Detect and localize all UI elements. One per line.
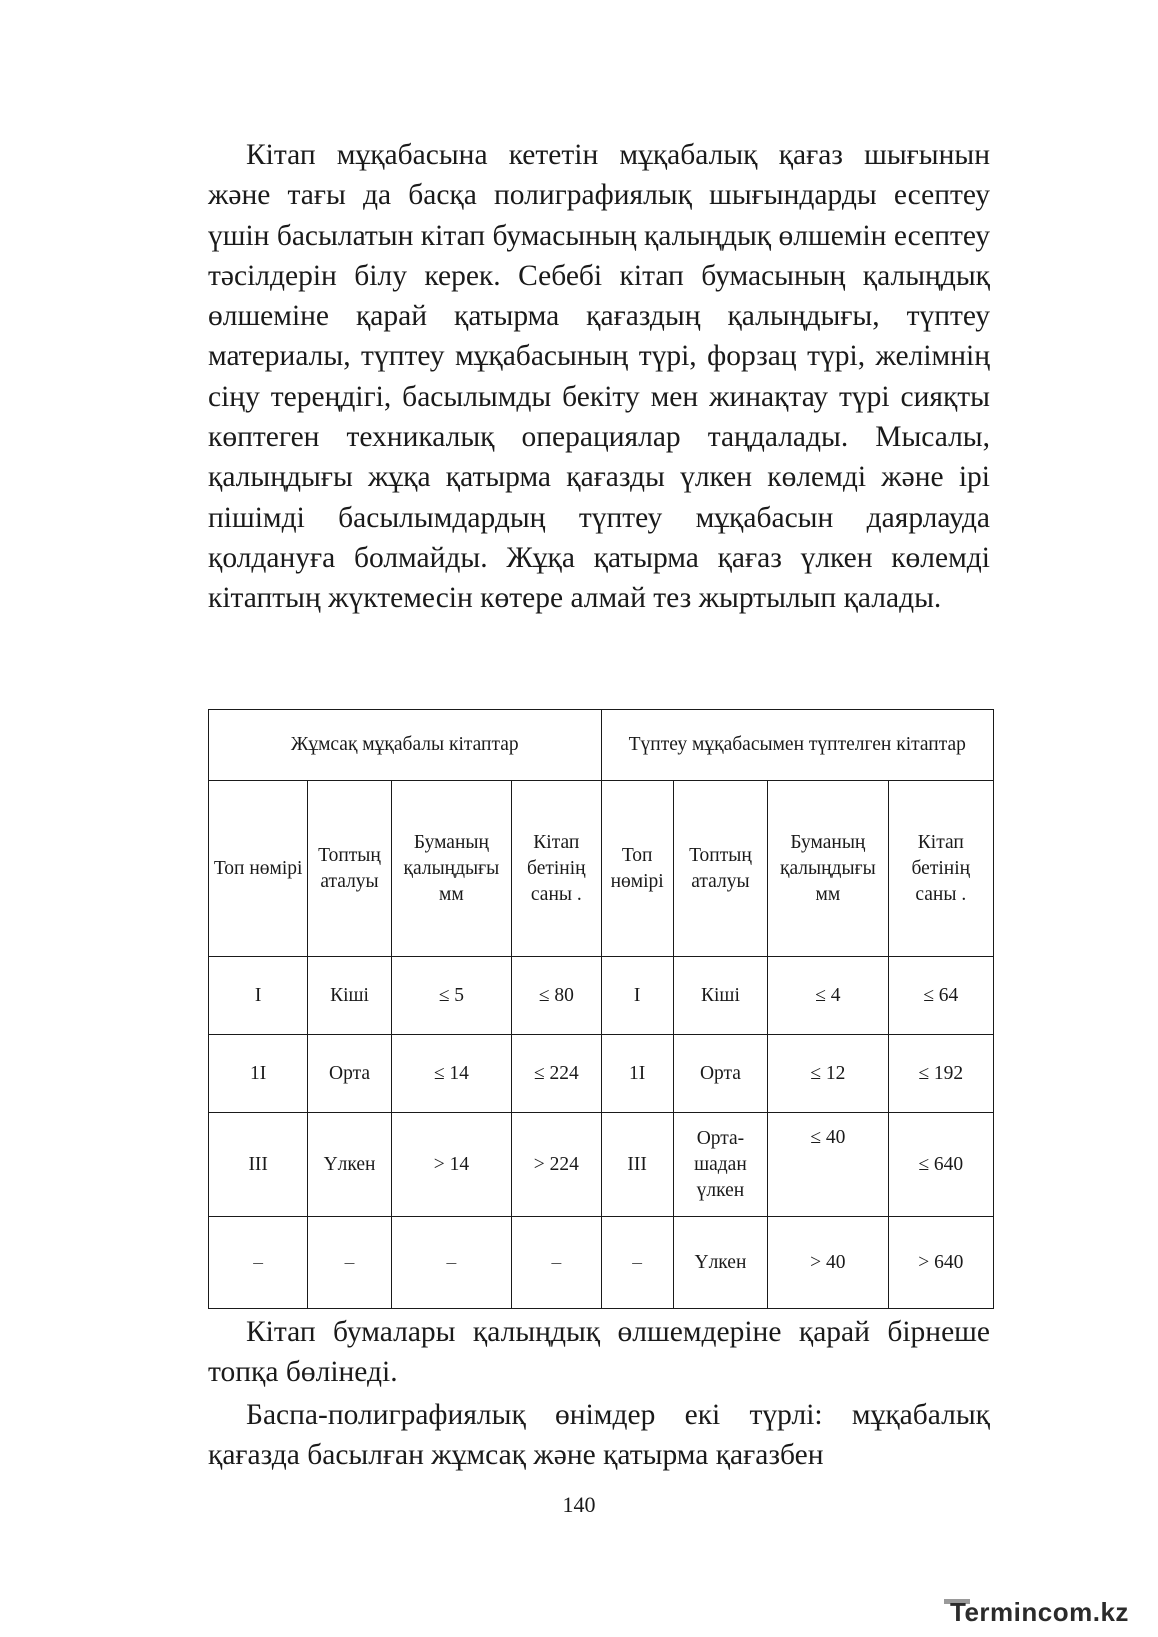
table-cell: > 14 [391, 1113, 511, 1217]
table-row [209, 1217, 994, 1309]
table-cell: ≤ 192 [888, 1035, 993, 1113]
column-header-group-name: Топтың аталуы [308, 781, 391, 957]
column-header-group-name: Топтың аталуы [673, 781, 767, 957]
table-row [209, 1113, 994, 1217]
column-header-group-number: Топ нөмірі [601, 781, 673, 957]
table-cell: I [209, 957, 308, 1035]
table-cell: ≤ 640 [888, 1113, 993, 1217]
page-number: 140 [562, 1492, 596, 1517]
paragraph-book-cover-thickness: Кітап мұқабасына кететін мұқабалық қағаз шығынын және тағы да басқа полиграфиялық шығындарды есептеу үшін басылатын кітап бумасының қалыңдық өлшемін есептеу тәсілдерін білу керек. Себебі кітап бумасының қалыңдық өлшеміне қарай қатырма қағаздың қалыңдығы, түптеу материалы, түптеу мұқабасының түрі, форзац түрі, желімнің сіңу тереңдігі, басылымды бекіту мен жинақтау түрі сияқты көптеген техникалық операциялар таңдалады. Мысалы, қалыңдығы жұқа қатырма қағазды үлкен көлемді және ірі пішімді басылымдардың түптеу мұқабасын даярлауда қолдануға болмайды. Жұқа қатырма қағаз үлкен көлемді кітаптың жүктемесін көтере алмай тез жыртылып қалады. [208, 139, 990, 615]
watermark-logo [944, 1597, 1148, 1631]
table-cell: – [512, 1217, 601, 1309]
column-header-page-count: Кітап бетінің саны . [888, 781, 993, 957]
table-cell: III [601, 1113, 673, 1217]
table-cell: Кіші [308, 957, 391, 1035]
table-cell: Үлкен [308, 1113, 391, 1217]
table-cell: ≤ 14 [391, 1035, 511, 1113]
column-header-page-count: Кітап бетінің саны . [512, 781, 601, 957]
column-header-block-thickness: Буманың қалыңдығы мм [768, 781, 888, 957]
table-cell: – [391, 1217, 511, 1309]
table-cell: 1I [209, 1035, 308, 1113]
table-cell: ≤ 64 [888, 957, 993, 1035]
table-row [209, 1035, 994, 1113]
column-header-block-thickness: Буманың қалыңдығы мм [391, 781, 511, 957]
table-cell: ≤ 5 [391, 957, 511, 1035]
watermark-text: Termincom.kz [950, 1597, 1129, 1627]
table-row [209, 957, 994, 1035]
table-column-header-row [209, 781, 994, 957]
table-group-header-row [209, 710, 994, 781]
group-header-hard-cover: Түптеу мұқабасымен түптелген кітаптар [601, 710, 994, 781]
table-cell: Орта [673, 1035, 767, 1113]
table-cell: > 640 [888, 1217, 993, 1309]
table-cell: – [308, 1217, 391, 1309]
paragraph-print-products: Баспа-полиграфиялық өнімдер екі түрлі: мұқабалық қағазда басылған жұмсақ және қатырма қағазбен [208, 1399, 990, 1472]
book-block-thickness-table [208, 709, 994, 1309]
table-cell: ≤ 80 [512, 957, 601, 1035]
table-cell: > 40 [768, 1217, 888, 1309]
table-cell: – [601, 1217, 673, 1309]
table-cell: Орта [308, 1035, 391, 1113]
paragraph-groups: Кітап бумалары қалыңдық өлшемдеріне қарай бірнеше топқа бөлінеді. [208, 1316, 990, 1389]
group-header-soft-cover: Жұмсақ мұқабалы кітаптар [209, 710, 602, 781]
table-cell: ≤ 224 [512, 1035, 601, 1113]
table-cell: ≤ 12 [768, 1035, 888, 1113]
table-cell: ≤ 40 [768, 1113, 888, 1217]
table-cell: – [209, 1217, 308, 1309]
table-cell: ≤ 4 [768, 957, 888, 1035]
table-cell: > 224 [512, 1113, 601, 1217]
table-cell: Үлкен [673, 1217, 767, 1309]
table-cell: 1I [601, 1035, 673, 1113]
table-cell: Кіші [673, 957, 767, 1035]
table-cell: III [209, 1113, 308, 1217]
column-header-group-number: Топ нөмірі [209, 781, 308, 957]
table-cell: Орта-шадан үлкен [673, 1113, 767, 1217]
table-cell: I [601, 957, 673, 1035]
